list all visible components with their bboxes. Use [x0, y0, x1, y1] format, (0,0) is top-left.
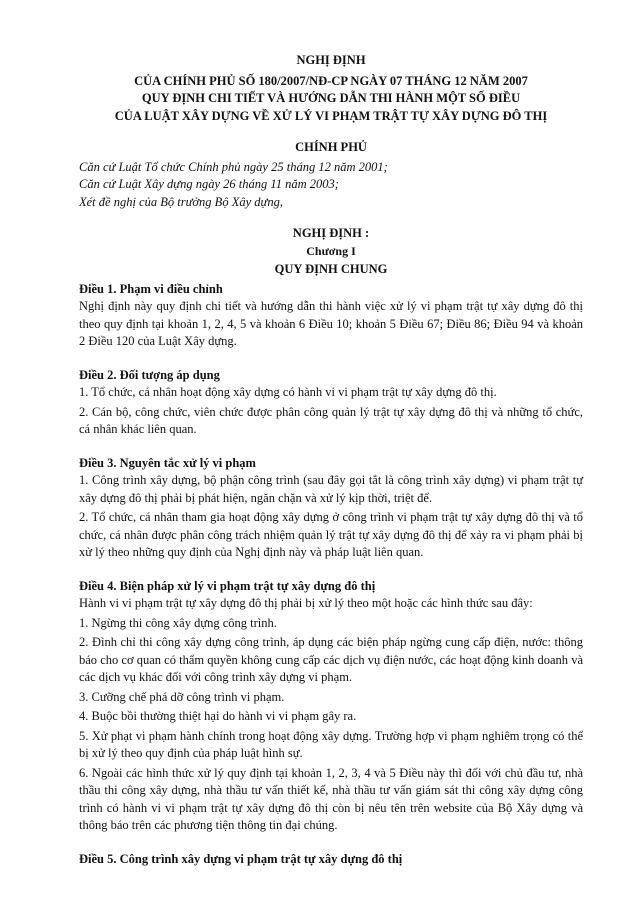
article-paragraph: 5. Xử phạt vi phạm hành chính trong hoạt động xây dựng. Trường hợp vi phạm nghiêm trọng có thể bị xử lý theo quy định của pháp luật hình sự.: [79, 728, 583, 760]
article-2: [79, 367, 583, 439]
header-decree-label: NGHỊ ĐỊNH: [296, 53, 366, 67]
article-paragraph: 1. Tổ chức, cá nhân hoạt động xây dựng có hành vi vi phạm trật tự xây dựng đô thị.: [79, 385, 497, 399]
document-header: [79, 52, 583, 125]
decree-heading: NGHỊ ĐỊNH :: [292, 226, 370, 240]
legal-basis: [79, 159, 583, 212]
article-paragraph: 2. Đình chỉ thi công xây dựng công trình, áp dụng các biện pháp ngừng cung cấp điện, nước: thông báo cho cơ quan có thẩm quyền không cung cấp các dịch vụ điện nước, các hoạt động kinh doanh và các dịch vụ khác đối với công trình xây dựng vi phạm.: [79, 635, 583, 684]
article-paragraph: 2. Cán bộ, công chức, viên chức được phân công quản lý trật tự xây dựng đô thị và những tổ chức, cá nhân khác liên quan.: [79, 404, 583, 436]
article-paragraph: 3. Cưỡng chế phá dỡ công trình vi phạm.: [79, 689, 285, 704]
article-title: Điều 5. Công trình xây dựng vi phạm trật tự xây dựng đô thị: [79, 851, 403, 866]
article-paragraph: Nghị định này quy định chi tiết và hướng dẫn thi hành việc xử lý vi phạm trật tự xây dựng đô thị theo quy định tại khoản 1, 2, 4, 5 và khoản 6 Điều 10; khoản 5 Điều 67; Điều 86; Điều 94 và khoản 2 Điều 120 của Luật Xây dựng.: [79, 299, 583, 348]
article-paragraph: 1. Ngừng thi công xây dựng công trình.: [79, 615, 277, 630]
header-decree-number: CỦA CHÍNH PHỦ SỐ 180/2007/NĐ-CP NGÀY 07 THÁNG 12 NĂM 2007: [134, 73, 528, 88]
article-paragraph: 2. Tổ chức, cá nhân tham gia hoạt động xây dựng ở công trình vi phạm trật tự xây dựng đô thị và tổ chức, cá nhân được phân công trách nhiệm quản lý trật tự xây dựng đô thị để xảy ra vi phạm phải bị xử lý theo những quy định của Nghị định này và pháp luật liên quan.: [79, 510, 583, 559]
header-subject-line-1: QUY ĐỊNH CHI TIẾT VÀ HƯỚNG DẪN THI HÀNH MỘT SỐ ĐIỀU: [141, 91, 521, 105]
basis-line: Căn cứ Luật Tổ chức Chính phủ ngày 25 tháng 12 năm 2001;: [79, 159, 388, 174]
article-3: [79, 455, 583, 562]
article-paragraph: 4. Buộc bồi thường thiệt hại do hành vi vi phạm gây ra.: [79, 709, 357, 723]
article-title: Điều 3. Nguyên tắc xử lý vi phạm: [79, 455, 256, 470]
chapter-number: Chương I: [306, 243, 356, 258]
article-5: [79, 851, 583, 869]
basis-line: Xét đề nghị của Bộ trưởng Bộ Xây dựng,: [79, 194, 283, 209]
article-title: Điều 2. Đối tượng áp dụng: [79, 367, 220, 382]
header-subject-line-2: CỦA LUẬT XÂY DỰNG VỀ XỬ LÝ VI PHẠM TRẬT TỰ XÂY DỰNG ĐÔ THỊ: [114, 108, 548, 123]
article-1: [79, 281, 583, 351]
article-paragraph: Hành vi vi phạm trật tự xây dựng đô thị phải bị xử lý theo một hoặc các hình thức sau đây:: [79, 596, 533, 610]
issuer-heading: CHÍNH PHỦ: [295, 140, 367, 154]
article-paragraph: 1. Công trình xây dựng, bộ phận công trình (sau đây gọi tắt là công trình xây dựng) vi phạm trật tự xây dựng đô thị phải bị phát hiện, ngăn chặn và xử lý kịp thời, triệt để.: [79, 473, 583, 505]
article-title: Điều 1. Phạm vi điều chỉnh: [79, 281, 223, 296]
chapter-title: QUY ĐỊNH CHUNG: [274, 262, 388, 276]
article-paragraph: 6. Ngoài các hình thức xử lý quy định tại khoản 1, 2, 3, 4 và 5 Điều này thì đối với chủ đầu tư, nhà thầu thi công xây dựng, nhà thầu tư vấn thiết kế, nhà thầu tư vấn giám sát thi công xây dựng công trình có hành vi vi phạm trật tự xây dựng đô thị còn bị nêu tên trên website của Bộ Xây dựng và thông báo trên các phương tiện thông tin đại chúng.: [79, 765, 583, 832]
article-4: [79, 578, 583, 835]
article-title: Điều 4. Biện pháp xử lý vi phạm trật tự xây dựng đô thị: [79, 578, 376, 593]
basis-line: Căn cứ Luật Xây dựng ngày 26 tháng 11 năm 2003;: [79, 177, 339, 191]
